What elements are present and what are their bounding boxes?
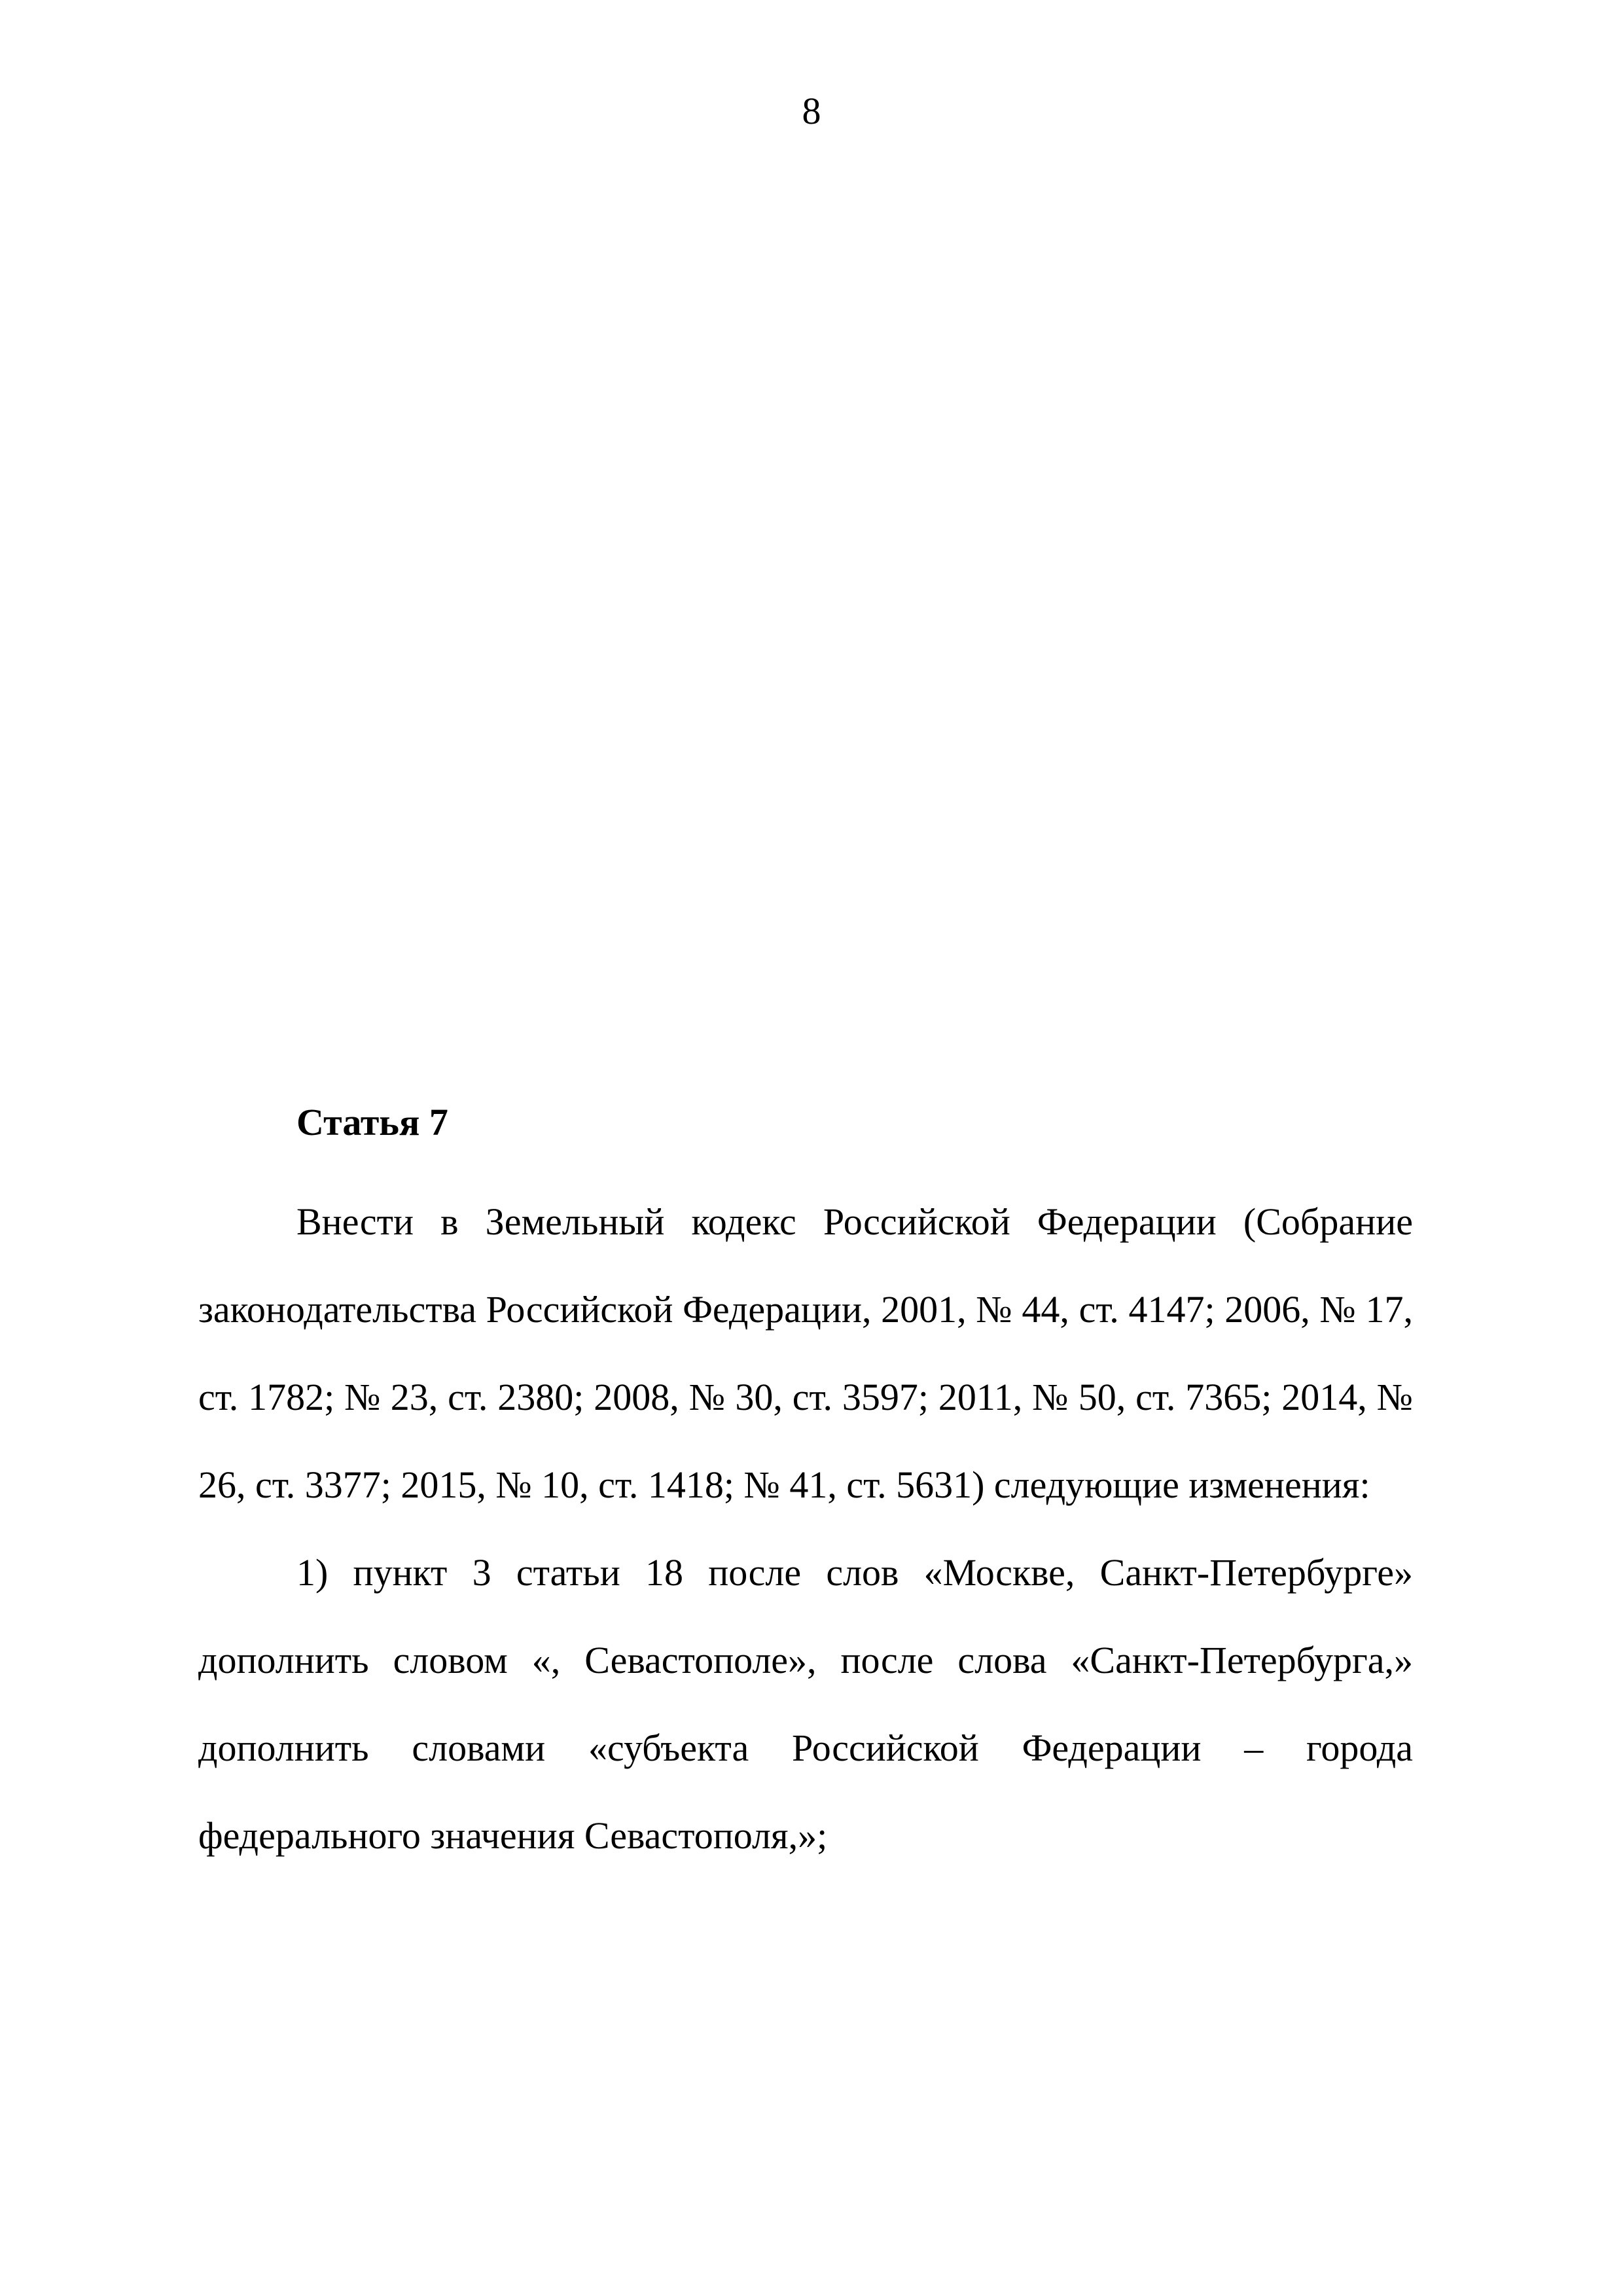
- article-title: Статья 7: [296, 1101, 448, 1143]
- page-number: 8: [802, 90, 821, 132]
- paragraph-item-1: 1) пункт 3 статьи 18 после слов «Москве, Санкт-Петербурге» дополнить словом «, Севастополе», после слова «Санкт-Петербурга,» дополнить словами «субъекта Российской Федерации – города федерального значения Севастополя,»;: [198, 1551, 1413, 1857]
- paragraph-intro: Внести в Земельный кодекс Российской Федерации (Собрание законодательства Российской Федерации, 2001, № 44, ст. 4147; 2006, № 17, ст. 1782; № 23, ст. 2380; 2008, № 30, ст. 3597; 2011, № 50, ст. 7365; 2014, № 26, ст. 3377; 2015, № 10, ст. 1418; № 41, ст. 5631) следующие изменения:: [198, 1200, 1413, 1506]
- article-section: [198, 1100, 1413, 1880]
